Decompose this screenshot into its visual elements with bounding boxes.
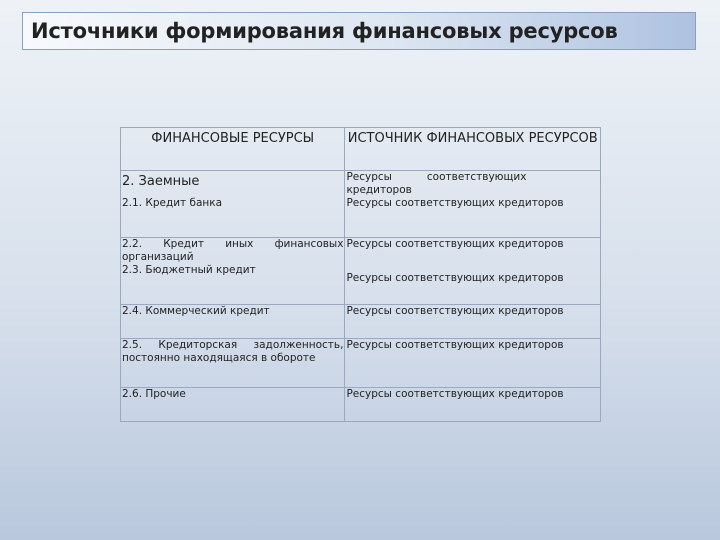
right-cell [345, 339, 601, 388]
row-item-label: 2.6. Прочие [122, 388, 186, 400]
title-box [22, 12, 696, 50]
source-text: Ресурсы соответствующих кредиторов [346, 238, 564, 250]
row-item-label: 2.5. Кредиторская задолженность, постоянно находящаяся в обороте [122, 339, 344, 364]
row-item-label: 2.1. Кредит банка [122, 197, 223, 209]
header-source: ИСТОЧНИК ФИНАНСОВЫХ РЕСУРСОВ [345, 128, 601, 171]
table-row [121, 171, 601, 238]
row-item-label: 2.3. Бюджетный кредит [122, 264, 256, 276]
page-title: Источники формирования финансовых ресурсов [31, 19, 618, 43]
table-row [121, 238, 601, 305]
right-cell [345, 388, 601, 422]
table-header-row [121, 128, 601, 171]
section-heading: 2. Заемные [122, 174, 200, 189]
header-financial-resources: ФИНАНСОВЫЕ РЕСУРСЫ [121, 128, 345, 171]
source-text: Ресурсы соответствующих кредиторов [346, 339, 564, 351]
source-text: Ресурсы соответствующих кредиторов [346, 272, 564, 284]
left-cell [121, 388, 345, 422]
source-text: Ресурсы соответствующих кредиторов [346, 388, 564, 400]
table-row [121, 339, 601, 388]
table-row [121, 388, 601, 422]
source-text: Ресурсы соответствующих кредиторов [346, 197, 564, 209]
left-cell [121, 171, 345, 238]
left-cell [121, 339, 345, 388]
left-cell [121, 238, 345, 305]
row-item-label: 2.2. Кредит иных финансовых организаций [122, 238, 344, 263]
table-row [121, 305, 601, 339]
source-text: Ресурсы соответствующих кредиторов [346, 171, 527, 196]
source-text: Ресурсы соответствующих кредиторов [346, 305, 564, 317]
resources-table [120, 127, 601, 422]
row-item-label: 2.4. Коммерческий кредит [122, 305, 270, 317]
right-cell [345, 305, 601, 339]
left-cell [121, 305, 345, 339]
right-cell [345, 238, 601, 305]
right-cell [345, 171, 601, 238]
